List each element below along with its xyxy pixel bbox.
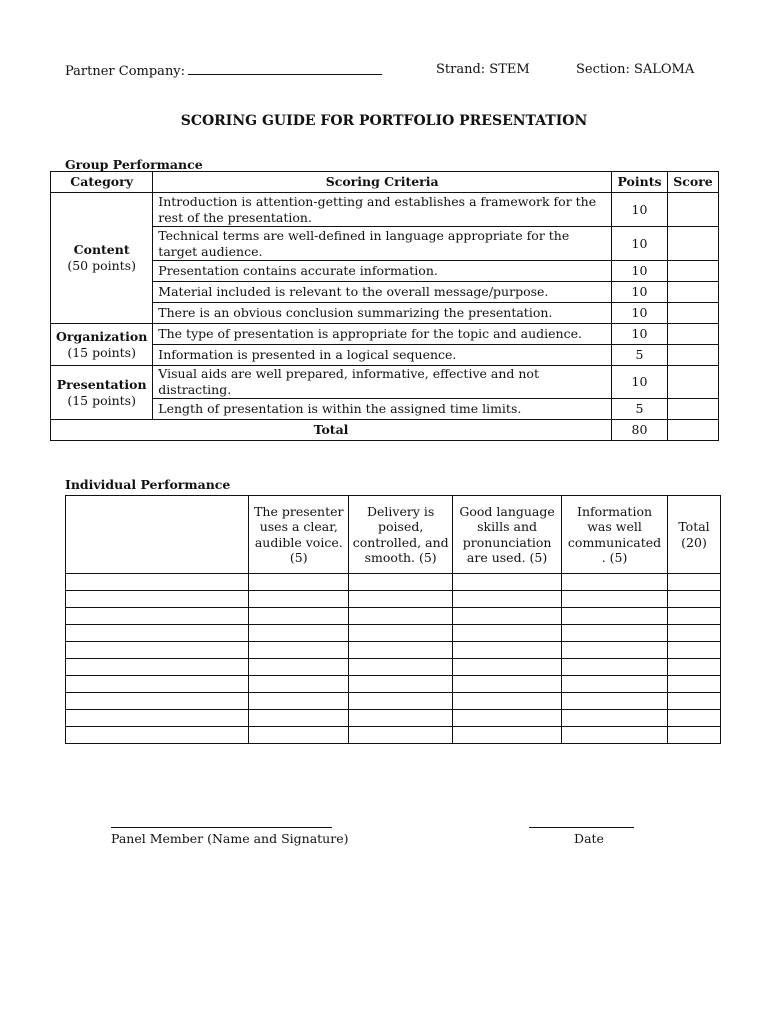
table-row <box>66 608 721 625</box>
criteria-cell: Information is presented in a logical sequence. <box>153 345 612 366</box>
criteria-cell: Introduction is attention-getting and establishes a framework for the rest of the presentation. <box>153 193 612 227</box>
table-row <box>66 693 721 710</box>
points-cell: 10 <box>612 261 668 282</box>
table-cell[interactable] <box>66 659 249 676</box>
score-cell[interactable] <box>668 227 719 261</box>
score-cell[interactable] <box>668 324 719 345</box>
table-row <box>66 642 721 659</box>
table-cell[interactable] <box>66 608 249 625</box>
category-points: (15 points) <box>67 392 136 408</box>
criteria-cell: Technical terms are well-defined in language appropriate for the target audience. <box>153 227 612 261</box>
table-cell[interactable] <box>349 676 453 693</box>
table-cell[interactable] <box>453 693 562 710</box>
table-row <box>66 574 721 591</box>
criteria-cell: Length of presentation is within the assigned time limits. <box>153 399 612 420</box>
table-cell[interactable] <box>453 659 562 676</box>
section-label: Section: SALOMA <box>576 62 695 77</box>
table-cell[interactable] <box>668 608 721 625</box>
partner-company-label: Partner Company: <box>65 64 186 79</box>
points-header: Points <box>612 172 668 193</box>
table-cell[interactable] <box>66 574 249 591</box>
points-cell: 10 <box>612 282 668 303</box>
category-points: (50 points) <box>67 258 136 273</box>
table-row <box>51 366 719 399</box>
table-cell[interactable] <box>66 642 249 659</box>
criteria-header: Scoring Criteria <box>153 172 612 193</box>
table-cell[interactable] <box>668 710 721 727</box>
points-cell: 10 <box>612 227 668 261</box>
table-row <box>66 591 721 608</box>
table-cell[interactable] <box>349 608 453 625</box>
table-cell[interactable] <box>66 710 249 727</box>
table-cell[interactable] <box>562 625 668 642</box>
points-cell: 10 <box>612 193 668 227</box>
criteria-cell: There is an obvious conclusion summarizing the presentation. <box>153 303 612 324</box>
table-cell[interactable] <box>668 642 721 659</box>
table-cell[interactable] <box>349 642 453 659</box>
table-cell[interactable] <box>349 727 453 744</box>
table-cell[interactable] <box>562 710 668 727</box>
points-cell: 10 <box>612 303 668 324</box>
table-cell[interactable] <box>562 676 668 693</box>
table-cell[interactable] <box>249 574 349 591</box>
table-cell[interactable] <box>249 608 349 625</box>
table-cell[interactable] <box>66 591 249 608</box>
criteria-cell: Visual aids are well prepared, informative, effective and not distracting. <box>153 366 612 399</box>
category-name: Content <box>73 242 130 257</box>
table-cell[interactable] <box>562 727 668 744</box>
voice-header: The presenter uses a clear, audible voice. (5) <box>249 496 349 574</box>
table-row <box>51 324 719 345</box>
total-score-cell[interactable] <box>668 420 719 441</box>
points-cell: 10 <box>612 366 668 399</box>
category-header: Category <box>51 172 153 193</box>
table-cell[interactable] <box>249 659 349 676</box>
table-row <box>66 676 721 693</box>
category-cell-presentation <box>51 366 153 420</box>
criteria-cell: Presentation contains accurate information. <box>153 261 612 282</box>
table-cell[interactable] <box>249 625 349 642</box>
table-cell[interactable] <box>66 625 249 642</box>
category-points: (15 points) <box>67 344 136 360</box>
table-cell[interactable] <box>668 574 721 591</box>
total-row <box>51 420 719 441</box>
partner-company-field <box>65 62 382 80</box>
name-header <box>66 496 249 574</box>
table-cell[interactable] <box>249 591 349 608</box>
table-cell[interactable] <box>349 693 453 710</box>
page-title: SCORING GUIDE FOR PORTFOLIO PRESENTATION <box>180 113 588 129</box>
date-signature-line <box>529 827 634 828</box>
category-name: Presentation <box>56 376 147 392</box>
points-cell: 5 <box>612 345 668 366</box>
score-cell[interactable] <box>668 261 719 282</box>
group-performance-table <box>50 171 719 441</box>
category-name: Organization <box>56 328 148 344</box>
table-cell[interactable] <box>66 693 249 710</box>
panel-signature-label: Panel Member (Name and Signature) <box>111 831 349 846</box>
table-cell[interactable] <box>453 608 562 625</box>
table-cell[interactable] <box>66 676 249 693</box>
criteria-cell: Material included is relevant to the overall message/purpose. <box>153 282 612 303</box>
table-cell[interactable] <box>668 591 721 608</box>
score-cell[interactable] <box>668 399 719 420</box>
delivery-header: Delivery is poised, controlled, and smooth. (5) <box>349 496 453 574</box>
date-label: Date <box>574 831 604 846</box>
partner-company-blank <box>188 62 382 75</box>
table-cell[interactable] <box>249 710 349 727</box>
table-cell[interactable] <box>668 676 721 693</box>
table-cell[interactable] <box>453 710 562 727</box>
table-cell[interactable] <box>349 591 453 608</box>
table-cell[interactable] <box>453 727 562 744</box>
table-cell[interactable] <box>562 608 668 625</box>
table-cell[interactable] <box>668 625 721 642</box>
total-label: Total <box>51 420 612 441</box>
score-cell[interactable] <box>668 366 719 399</box>
table-cell[interactable] <box>249 676 349 693</box>
table-row <box>51 193 719 227</box>
table-cell[interactable] <box>562 693 668 710</box>
category-cell-content <box>51 193 153 324</box>
table-cell[interactable] <box>349 625 453 642</box>
table-cell[interactable] <box>453 574 562 591</box>
individual-performance-table <box>65 495 721 744</box>
total-header: Total (20) <box>668 496 721 574</box>
table-row <box>66 710 721 727</box>
table-row <box>66 727 721 744</box>
table-cell[interactable] <box>453 625 562 642</box>
table-cell[interactable] <box>453 642 562 659</box>
table-cell[interactable] <box>349 659 453 676</box>
score-header: Score <box>668 172 719 193</box>
information-header: Information was well communicated . (5) <box>562 496 668 574</box>
score-cell[interactable] <box>668 303 719 324</box>
table-cell[interactable] <box>668 693 721 710</box>
score-cell[interactable] <box>668 282 719 303</box>
table-cell[interactable] <box>562 574 668 591</box>
table-cell[interactable] <box>668 659 721 676</box>
criteria-cell: The type of presentation is appropriate for the topic and audience. <box>153 324 612 345</box>
score-cell[interactable] <box>668 345 719 366</box>
points-cell: 5 <box>612 399 668 420</box>
table-header-row <box>66 496 721 574</box>
table-cell[interactable] <box>562 591 668 608</box>
score-cell[interactable] <box>668 193 719 227</box>
table-cell[interactable] <box>249 727 349 744</box>
table-cell[interactable] <box>668 727 721 744</box>
table-cell[interactable] <box>66 727 249 744</box>
group-performance-label: Group Performance <box>65 157 203 172</box>
table-cell[interactable] <box>562 659 668 676</box>
strand-label: Strand: STEM <box>436 62 530 77</box>
individual-performance-label: Individual Performance <box>65 477 231 492</box>
table-cell[interactable] <box>249 693 349 710</box>
language-header: Good language skills and pronunciation are used. (5) <box>453 496 562 574</box>
table-row <box>66 625 721 642</box>
category-cell-organization <box>51 324 153 366</box>
table-cell[interactable] <box>453 676 562 693</box>
table-cell[interactable] <box>249 642 349 659</box>
total-points: 80 <box>612 420 668 441</box>
points-cell: 10 <box>612 324 668 345</box>
table-cell[interactable] <box>349 574 453 591</box>
table-cell[interactable] <box>453 591 562 608</box>
panel-signature-line <box>111 827 332 828</box>
table-header-row <box>51 172 719 193</box>
table-row <box>66 659 721 676</box>
table-cell[interactable] <box>562 642 668 659</box>
table-cell[interactable] <box>349 710 453 727</box>
